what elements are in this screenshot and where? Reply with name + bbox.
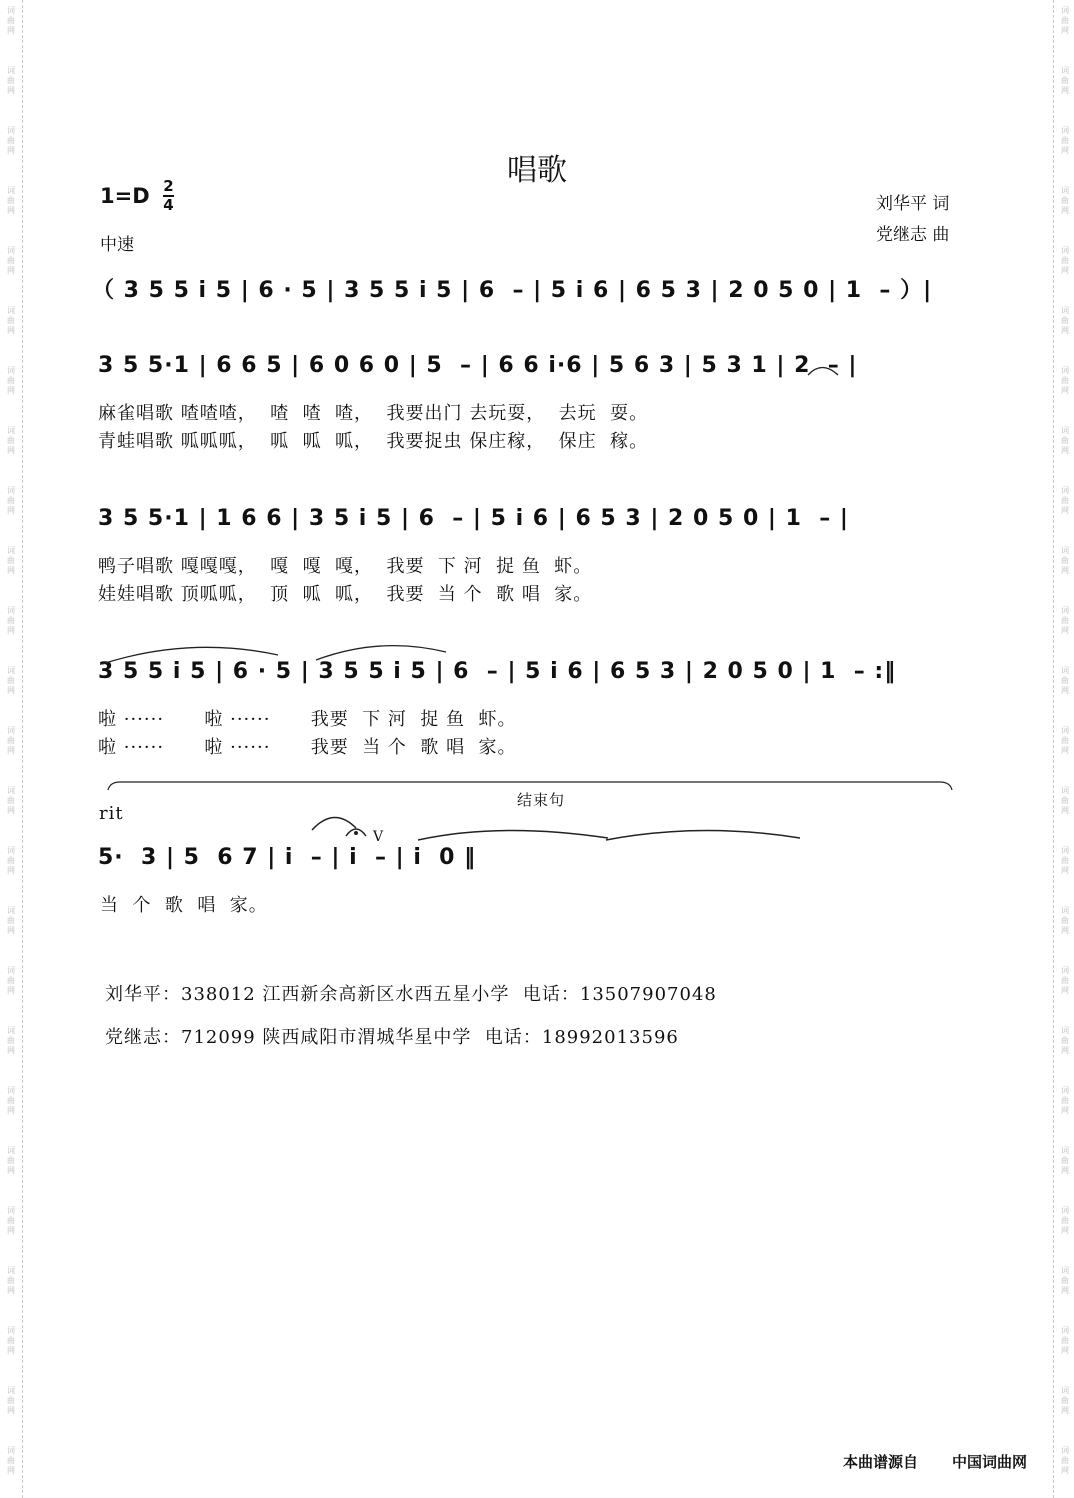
watermark-glyph: 词 曲 网 (1061, 966, 1069, 995)
watermark-glyph: 词 曲 网 (1061, 1386, 1069, 1415)
watermark-glyph: 词 曲 网 (7, 786, 15, 815)
watermark-glyph: 词 曲 网 (7, 486, 15, 515)
watermark-glyph: 词 曲 网 (7, 906, 15, 935)
intro-notation-line: （ 3 5 5 i 5 | 6 · 5 | 3 5 5 i 5 | 6 – | 5 i 6 | 6 5 3 | 2 0 5 0 | 1 – ）| (92, 278, 933, 303)
watermark-glyph: 词 曲 网 (1061, 366, 1069, 395)
song-title: 唱歌 (507, 153, 567, 188)
watermark-glyph: 词 曲 网 (7, 426, 15, 455)
watermark-glyph: 词 曲 网 (7, 1266, 15, 1295)
lyricist-credit: 刘华平 词 (876, 194, 950, 214)
watermark-glyph: 词 曲 网 (1061, 546, 1069, 575)
watermark-glyph: 词 曲 网 (1061, 1086, 1069, 1115)
watermark-glyph: 词 曲 网 (1061, 1446, 1069, 1475)
watermark-glyph: 词 曲 网 (7, 306, 15, 335)
ending-phrase-bracket (108, 782, 952, 790)
watermark-glyph: 词 曲 网 (1061, 1026, 1069, 1055)
watermark-glyph: 词 曲 网 (7, 666, 15, 695)
ritardando-marking: rit (99, 803, 124, 824)
watermark-glyph: 词 曲 网 (1061, 1266, 1069, 1295)
time-signature-bottom: 4 (163, 196, 174, 214)
slur-arc-line-1 (808, 368, 838, 376)
lyricist-contact: 刘华平：338012 江西新余高新区水西五星小学 电话：13507907048 (105, 984, 717, 1005)
watermark-glyph: 词 曲 网 (1061, 906, 1069, 935)
watermark-glyph: 词 曲 网 (7, 846, 15, 875)
ending-label: 结束句 (517, 791, 566, 809)
watermark-glyph: 词 曲 网 (7, 246, 15, 275)
ending-notation-line: 5· 3 | 5 6 7 | i – | i – | i 0 ‖ (98, 845, 477, 870)
watermark-glyph: 词 曲 网 (7, 126, 15, 155)
watermark-glyph: 词 曲 网 (7, 726, 15, 755)
watermark-glyph: 词 曲 网 (7, 6, 15, 35)
watermark-glyph: 词 曲 网 (7, 1446, 15, 1475)
phrase-slur-3a (102, 647, 278, 664)
key-signature: 1=D (100, 184, 150, 208)
breath-mark: V (373, 829, 385, 845)
watermark-glyph: 词 曲 网 (7, 66, 15, 95)
watermark-glyph: 词 曲 网 (1061, 306, 1069, 335)
footer-site-name: 中国词曲网 (952, 1453, 1028, 1471)
slur-arc-ending (312, 817, 356, 830)
watermark-glyph: 词 曲 网 (7, 1086, 15, 1115)
watermark-glyph: 词 曲 网 (1061, 786, 1069, 815)
notation-line-2: 3 5 5·1 | 1 6 6 | 3 5 i 5 | 6 – | 5 i 6 | 6 5 3 | 2 0 5 0 | 1 – | (98, 506, 849, 531)
notation-line-1: 3 5 5·1 | 6 6 5 | 6 0 6 0 | 5 – | 6 6 i·6 | 5 6 3 | 5 3 1 | 2 – | (98, 353, 858, 378)
watermark-glyph: 词 曲 网 (1061, 246, 1069, 275)
ending-lyric-line: 当 个 歌 唱 家。 (100, 895, 268, 916)
footer-source-label: 本曲谱源自 (843, 1453, 919, 1471)
lyric-line-3-verse-2: 啦 ······ 啦 ······ 我要 当 个 歌 唱 家。 (98, 737, 517, 758)
tie-arc-2 (606, 830, 800, 840)
watermark-glyph: 词 曲 网 (1061, 1326, 1069, 1355)
watermark-glyph: 词 曲 网 (1061, 1146, 1069, 1175)
watermark-glyph: 词 曲 网 (7, 606, 15, 635)
watermark-glyph: 词 曲 网 (7, 1386, 15, 1415)
fermata-dot (354, 831, 358, 835)
watermark-glyph: 词 曲 网 (7, 966, 15, 995)
lyric-line-1-verse-2: 青蛙唱歌 呱呱呱， 呱 呱 呱， 我要捉虫 保庄稼， 保庄 稼。 (98, 431, 649, 452)
watermark-glyph: 词 曲 网 (7, 1326, 15, 1355)
watermark-glyph: 词 曲 网 (7, 186, 15, 215)
lyric-line-3-verse-1: 啦 ······ 啦 ······ 我要 下 河 捉 鱼 虾。 (98, 709, 517, 730)
lyric-line-2-verse-2: 娃娃唱歌 顶呱呱， 顶 呱 呱， 我要 当 个 歌 唱 家。 (98, 584, 593, 605)
composer-contact: 党继志：712099 陕西咸阳市渭城华星中学 电话：18992013596 (105, 1027, 679, 1048)
watermark-glyph: 词 曲 网 (7, 1206, 15, 1235)
watermark-glyph: 词 曲 网 (1061, 846, 1069, 875)
phrase-slur-3b (316, 646, 446, 660)
watermark-glyph: 词 曲 网 (1061, 66, 1069, 95)
watermark-glyph: 词 曲 网 (1061, 486, 1069, 515)
watermark-glyph: 词 曲 网 (1061, 1206, 1069, 1235)
watermark-glyph: 词 曲 网 (1061, 6, 1069, 35)
watermark-glyph: 词 曲 网 (7, 1026, 15, 1055)
watermark-glyph: 词 曲 网 (7, 546, 15, 575)
composer-credit: 党继志 曲 (876, 225, 950, 245)
watermark-glyph: 词 曲 网 (7, 366, 15, 395)
lyric-line-2-verse-1: 鸭子唱歌 嘎嘎嘎， 嘎 嘎 嘎， 我要 下 河 捉 鱼 虾。 (98, 556, 593, 577)
notation-line-3: 3 5 5 i 5 | 6 · 5 | 3 5 5 i 5 | 6 – | 5 i 6 | 6 5 3 | 2 0 5 0 | 1 – :‖ (98, 659, 897, 684)
watermark-glyph: 词 曲 网 (1061, 666, 1069, 695)
watermark-glyph: 词 曲 网 (1061, 606, 1069, 635)
watermark-glyph: 词 曲 网 (7, 1146, 15, 1175)
watermark-glyph: 词 曲 网 (1061, 726, 1069, 755)
lyric-line-1-verse-1: 麻雀唱歌 喳喳喳， 喳 喳 喳， 我要出门 去玩耍， 去玩 耍。 (98, 403, 649, 424)
tie-arc-1 (418, 830, 608, 840)
tempo-marking: 中速 (100, 235, 134, 255)
time-signature-top: 2 (163, 177, 174, 195)
watermark-glyph: 词 曲 网 (1061, 126, 1069, 155)
watermark-glyph: 词 曲 网 (1061, 426, 1069, 455)
watermark-glyph: 词 曲 网 (1061, 186, 1069, 215)
